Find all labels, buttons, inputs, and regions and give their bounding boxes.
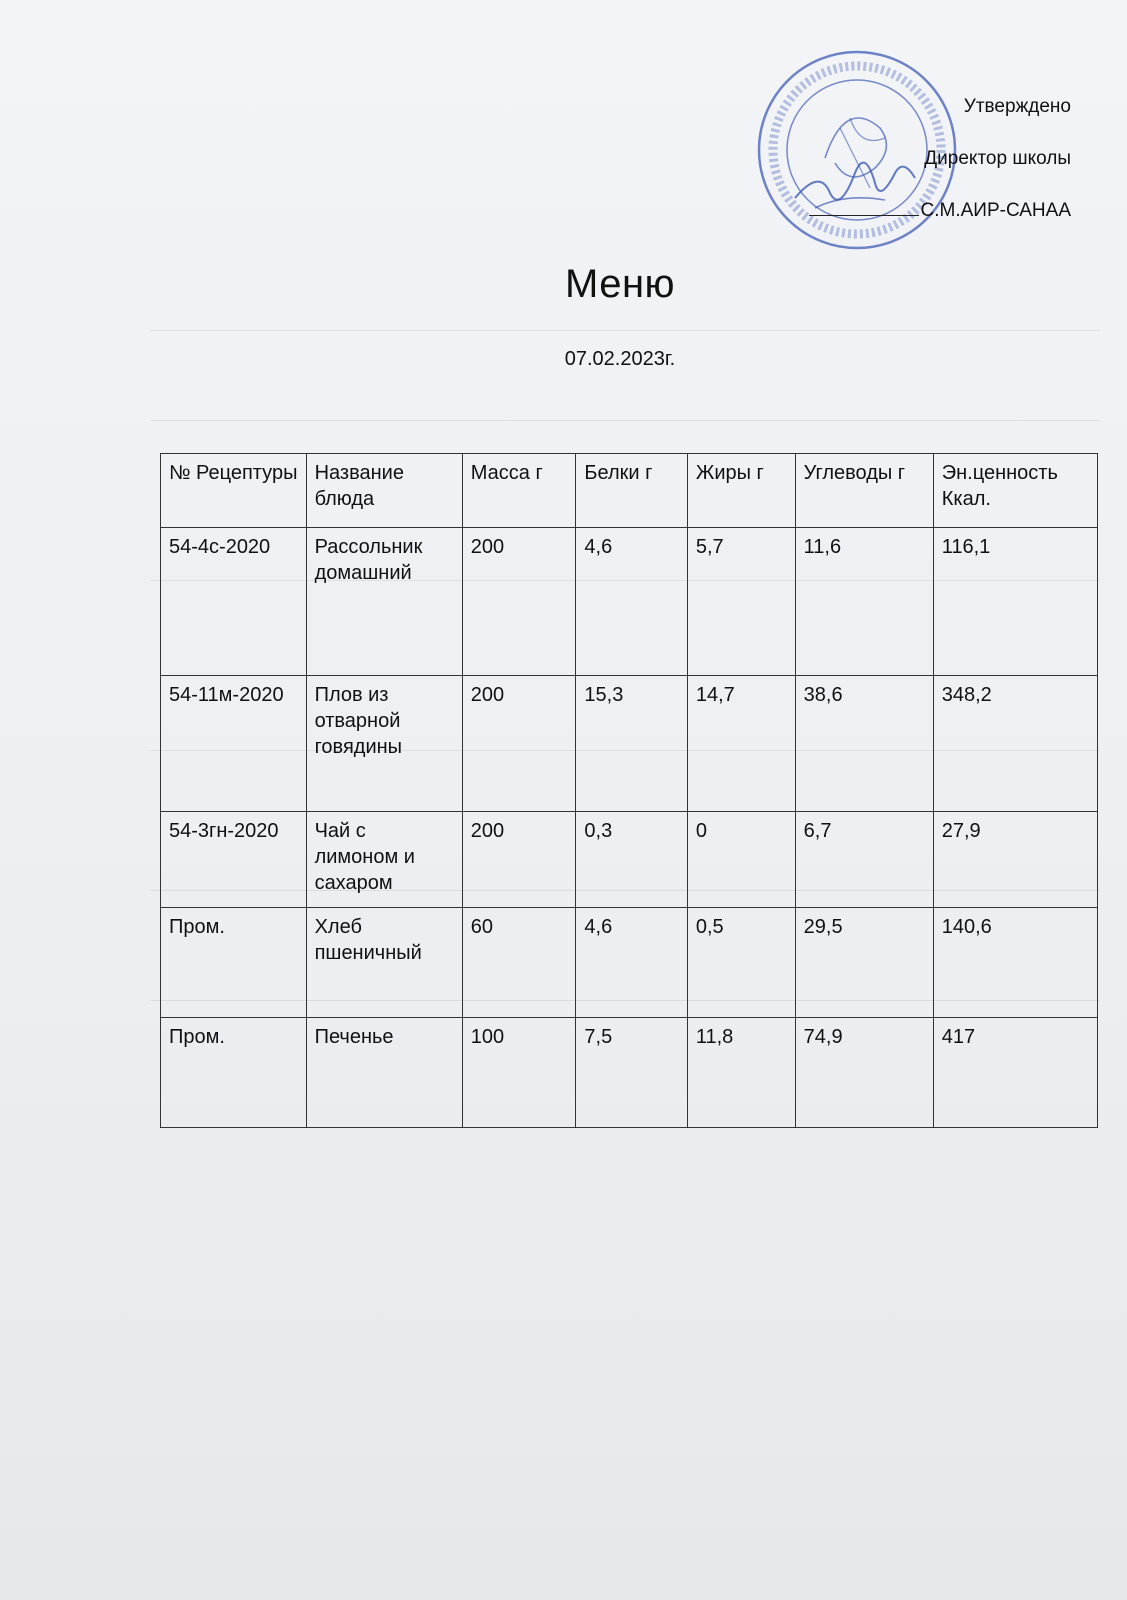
director-signature-line: [809, 196, 1071, 226]
cell-fat: 0: [687, 812, 795, 908]
approved-label: Утверждено: [963, 96, 1071, 117]
header-energy: Эн.ценность Ккал.: [933, 454, 1097, 528]
cell-energy: 140,6: [933, 908, 1097, 1018]
cell-recipe: Пром.: [161, 1018, 307, 1128]
cell-dish: Чай с лимоном и сахаром: [306, 812, 462, 908]
cell-mass: 200: [462, 676, 576, 812]
page-title: Меню: [564, 262, 676, 306]
table-row: [161, 528, 1098, 676]
cell-energy: 27,9: [933, 812, 1097, 908]
table-row: [161, 676, 1098, 812]
cell-dish: Рассольник домашний: [306, 528, 462, 676]
cell-dish: Печенье: [306, 1018, 462, 1128]
cell-fat: 5,7: [687, 528, 795, 676]
cell-protein: 4,6: [576, 528, 687, 676]
director-position: Директор школы: [924, 148, 1071, 169]
header-carbs: Углеводы г: [795, 454, 933, 528]
cell-mass: 200: [462, 812, 576, 908]
cell-protein: 15,3: [576, 676, 687, 812]
approval-block: [809, 92, 1071, 226]
cell-dish: Хлеб пшеничный: [306, 908, 462, 1018]
cell-protein: 7,5: [576, 1018, 687, 1128]
header-recipe: № Рецептуры: [161, 454, 307, 528]
header-dish: Название блюда: [306, 454, 462, 528]
cell-carbs: 74,9: [795, 1018, 933, 1128]
header-protein: Белки г: [576, 454, 687, 528]
cell-mass: 100: [462, 1018, 576, 1128]
director-name: С.М.АИР-САНАА: [920, 200, 1071, 221]
signature-underline: [809, 215, 919, 216]
cell-mass: 60: [462, 908, 576, 1018]
cell-mass: 200: [462, 528, 576, 676]
cell-energy: 348,2: [933, 676, 1097, 812]
cell-energy: 417: [933, 1018, 1097, 1128]
cell-carbs: 38,6: [795, 676, 933, 812]
table-row: [161, 1018, 1098, 1128]
cell-dish: Плов из отварной говядины: [306, 676, 462, 812]
cell-carbs: 6,7: [795, 812, 933, 908]
table-row: [161, 908, 1098, 1018]
cell-recipe: 54-11м-2020: [161, 676, 307, 812]
cell-fat: 14,7: [687, 676, 795, 812]
cell-protein: 0,3: [576, 812, 687, 908]
cell-carbs: 11,6: [795, 528, 933, 676]
menu-table: [160, 453, 1098, 1128]
cell-recipe: Пром.: [161, 908, 307, 1018]
cell-energy: 116,1: [933, 528, 1097, 676]
cell-carbs: 29,5: [795, 908, 933, 1018]
header-fat: Жиры г: [687, 454, 795, 528]
table-header-row: [161, 454, 1098, 528]
cell-recipe: 54-3гн-2020: [161, 812, 307, 908]
menu-date: 07.02.2023г.: [564, 348, 676, 370]
cell-fat: 0,5: [687, 908, 795, 1018]
cell-protein: 4,6: [576, 908, 687, 1018]
cell-fat: 11,8: [687, 1018, 795, 1128]
table-row: [161, 812, 1098, 908]
header-mass: Масса г: [462, 454, 576, 528]
cell-recipe: 54-4с-2020: [161, 528, 307, 676]
